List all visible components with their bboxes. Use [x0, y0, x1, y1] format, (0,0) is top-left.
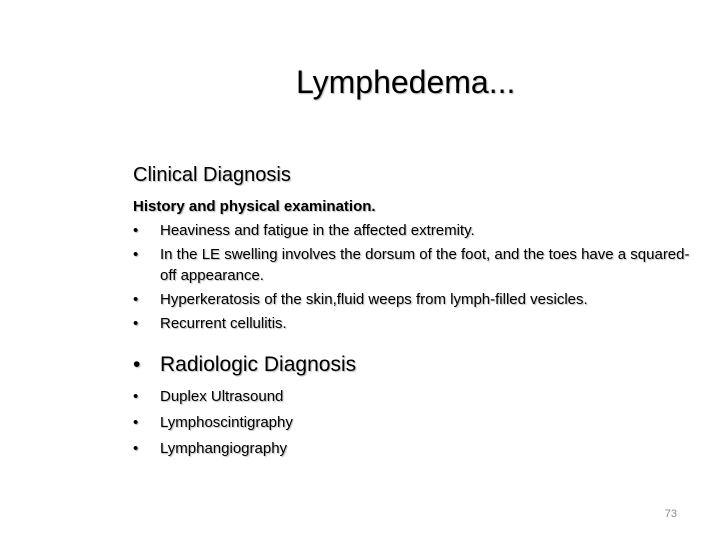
- radiologic-bullet-list: [133, 386, 633, 464]
- list-item-text: Hyperkeratosis of the skin,fluid weeps from lymph-filled vesicles.: [160, 291, 588, 308]
- radiologic-heading-text: Radiologic Diagnosis: [160, 353, 357, 376]
- list-item-text: Lymphangiography: [160, 440, 288, 457]
- bullet-icon: •: [133, 222, 139, 239]
- bullet-icon: •: [133, 246, 139, 263]
- list-item: [133, 220, 703, 241]
- history-subheading: History and physical examination.: [133, 198, 376, 215]
- bullet-icon: •: [133, 315, 139, 332]
- list-item: [133, 289, 703, 310]
- radiologic-diagnosis-heading: [133, 351, 356, 379]
- slide-title: Lymphedema...: [296, 64, 516, 100]
- clinical-bullet-list: [133, 220, 703, 337]
- bullet-icon: •: [133, 353, 141, 376]
- list-item-text: Lymphoscintigraphy: [160, 414, 293, 431]
- list-item: [133, 244, 703, 286]
- bullet-icon: •: [133, 414, 139, 431]
- list-item-text: Heaviness and fatigue in the affected extremity.: [160, 222, 475, 239]
- list-item: [133, 412, 633, 433]
- bullet-icon: •: [133, 440, 139, 457]
- page-number: 73: [664, 508, 677, 520]
- list-item-text: Duplex Ultrasound: [160, 388, 284, 405]
- list-item: [133, 313, 703, 334]
- list-item: [133, 386, 633, 407]
- list-item: [133, 438, 633, 459]
- bullet-icon: •: [133, 388, 139, 405]
- bullet-icon: •: [133, 291, 139, 308]
- clinical-diagnosis-heading: Clinical Diagnosis: [133, 164, 291, 186]
- list-item-text: Recurrent cellulitis.: [160, 315, 287, 332]
- list-item-text: In the LE swelling involves the dorsum of the foot, and the toes have a squared-off appearance.: [160, 246, 690, 284]
